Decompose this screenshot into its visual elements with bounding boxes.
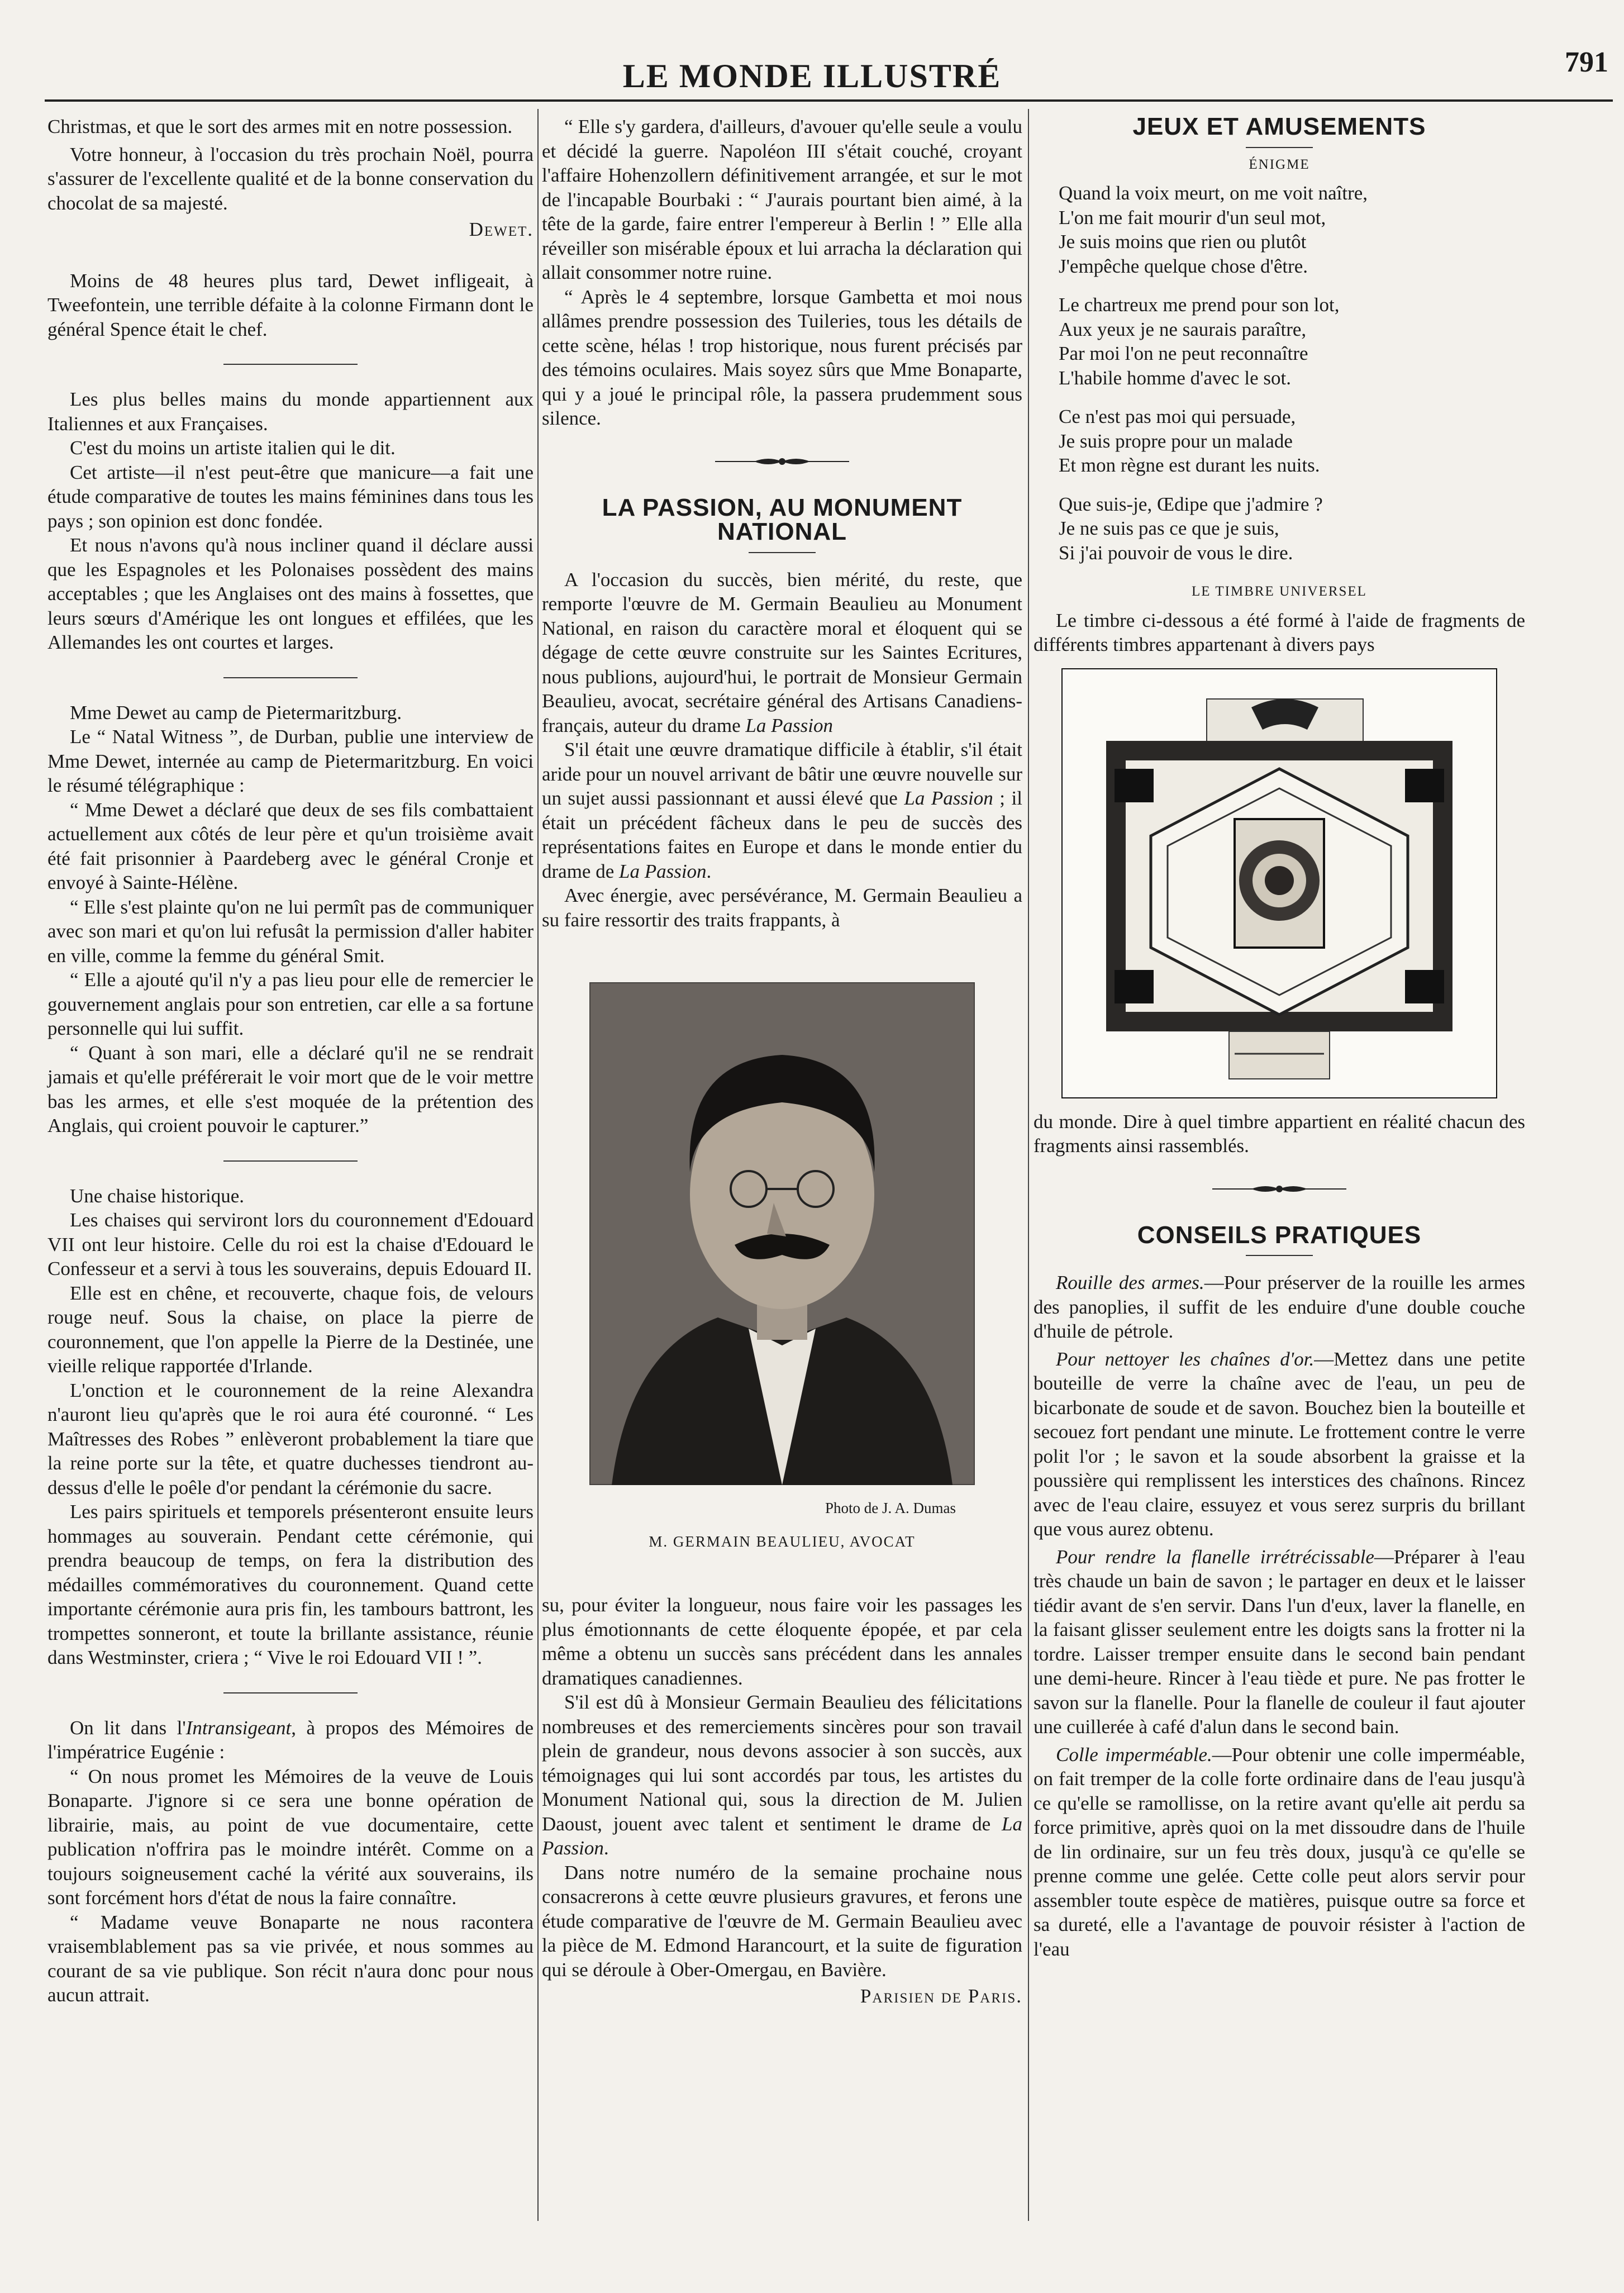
heading-rule [1246,1255,1313,1256]
signature: Dewet. [469,218,534,240]
paragraph [542,568,1022,738]
composite-stamp-image [1061,668,1497,1098]
paragraph: Avec énergie, avec persévérance, M. Germain Beaulieu a su faire ressortir des traits frappants, à [542,884,1022,931]
paragraph: Les chaises qui serviront lors du couronnement d'Edouard VII ont leur histoire. Celle du roi est la chaise d'Edouard le Confesseur et a servi à tous les souverains, depuis Edouard II. [47,1209,534,1279]
text: —Pour obtenir une colle imperméable, on fait tremper de la colle forte ordinaire dans de l'eau jusqu'à ce qu'elle se ramollisse, on la retire avant qu'elle ait perdu sa force primitive, après quoi on la met dissoudre dans de l'huile de lin ordinaire, sur un feu très doux, jusqu'à ce qu'elle se prenne comme une gelée. Cette colle peut alors servir pour assembler toute espèce de matières, puisque outre sa force et sa dureté, elle a l'avantage de pouvoir résister à l'action de l'eau [1034,1743,1525,1960]
text: S'il était une œuvre dramatique difficile à établir, s'il était aride pour un nouvel arrivant de bâtir une œuvre nouvelle sur un sujet aussi passionnant et aussi élevé que [542,739,1022,809]
newspaper-title: LE MONDE ILLUSTRÉ [622,58,1002,94]
column-3 [1034,115,1525,1961]
poem-line: Je suis propre pour un malade [1059,430,1293,452]
text: —Pour préserver de la rouille les armes des panoplies, il suffit de les enduire d'une double couche d'huile de pétrole. [1034,1272,1526,1342]
portrait-figure [589,982,975,1554]
poem-line: Aux yeux je ne saurais paraître, [1059,318,1307,340]
paragraph: Et nous n'avons qu'à nous incliner quand il déclare aussi que les Espagnoles et les Polonaises possèdent des mains acceptables ; que les Anglaises ont des mains à fossettes, que leurs sœurs d'Amérique les ont longues et effilées, que les Allemandes les ont courtes et larges. [47,534,534,653]
text: S'il est dû à Monsieur Germain Beaulieu des félicitations nombreuses et des remerciements sincères pour son travail plein de grandeur, nous devons associer à son succès, aux témoignages qui lui sont accordés par tous, les artistes du Monument National qui, sous la direction de M. Julien Daoust, jouent avec talent et sentiment le drame de [542,1691,1022,1835]
text: , à propos des Mémoires de l'impératrice Eugénie : [47,1716,534,1763]
paragraph: “ Quant à son mari, elle a déclaré qu'il ne se rendrait jamais et qu'elle préférerait le voir mort que de le voir mettre bas les armes, et elle s'est moquée de la prétention des Anglais, qui croient pouvoir le capturer.” [47,1041,534,1136]
poem-line: L'habile homme d'avec le sot. [1059,367,1291,389]
paragraph: “ Mme Dewet a déclaré que deux de ses fils combattaient actuellement aux côtés de leur père et qu'un troisième avait été fait prisonnier à Paardeberg avec le général Cronje et envoyé à Sainte-Hélène. [47,798,534,893]
enigme-poem [1059,181,1525,565]
page-number: 791 [1565,46,1608,78]
poem-line: Que suis-je, Œdipe que j'admire ? [1059,493,1323,515]
poem-stanza [1059,293,1525,390]
text: . [706,860,712,882]
paragraph: “ Elle s'est plainte qu'on ne lui permît pas de communiquer avec son mari et qu'on lui refusât la permission d'aller habiter en ville, comme la femme du général Smit. [47,896,534,967]
title-italic: La Passion [904,787,993,809]
text: A l'occasion du succès, bien mérité, du reste, que remporte l'œuvre de M. Germain Beaulieu au Monument National, en raison du caractère moral et éloquent qui se dégage de cette œuvre construite sur les Saintes Ecritures, nous publions, aujourd'hui, le portrait de Monsieur Germain Beaulieu, avocat, secrétaire général des Artisans Canadiens-français, auteur du drame [542,568,1022,736]
text: —Préparer à l'eau très chaude un bain de savon ; le partager en deux et le laisser tiédir avant de s'en servir. Dans l'un d'eux, laver la flanelle, en la faisant glisser seulement entre les doigts sans la frotter ni la tordre. Laisser tremper ensuite dans le second bain pendant une demi-heure. Rincer à l'eau tiède et pure. Ne pas frotter le savon sur la flanelle. Pour la flanelle de couleur il faut ajouter une cuillerée à café d'alun dans le second bain. [1034,1545,1526,1738]
title-italic: La Passion [542,1812,1022,1859]
paragraph [542,1690,1022,1861]
poem-line: Je ne suis pas ce que je suis, [1059,517,1279,539]
section-rule [223,364,358,365]
section-heading: JEUX ET AMUSEMENTS [1132,113,1426,140]
poem-line: Quand la voix meurt, on me voit naître, [1059,182,1368,204]
tip-title: Colle imperméable. [1056,1743,1212,1766]
enigme-label: ÉNIGME [1249,156,1310,172]
paragraph: Christmas, et que le sort des armes mit en notre possession. [47,116,513,137]
signature: Parisien de Paris. [860,1985,1022,2007]
poem-stanza [1059,492,1525,565]
poem-line: Ce n'est pas moi qui persuade, [1059,406,1296,427]
paragraph: Une chaise historique. [70,1184,244,1207]
tip-title: Pour nettoyer les chaînes d'or. [1056,1348,1315,1370]
paragraph: Les pairs spirituels et temporels présenteront ensuite leurs hommages au souverain. Pendant cette cérémonie, qui prendra beaucoup de temps, on fera la distribution des médailles commémoratives du couronnement. Quand cette importante cérémonie aura pris fin, les tambours battront, les trompettes sonneront, et toute la brillante assistance, réunie dans Westminster, criera ; “ Vive le roi Edouard VII ! ”. [47,1501,534,1668]
section-rule [223,1160,358,1162]
column-2 [542,115,1022,2009]
paragraph: Le timbre ci-dessous a été formé à l'aide de fragments de différents timbres appartenant à divers pays [1034,609,1525,655]
photo-credit: Photo de J. A. Dumas [825,1500,956,1516]
paragraph: du monde. Dire à quel timbre appartient en réalité chacun des fragments ainsi rassemblés. [1034,1110,1525,1157]
paragraph [542,738,1022,883]
paragraph: “ Elle a ajouté qu'il n'y a pas lieu pour elle de remercier le gouvernement anglais pour son entretien, car elle a sa fortune personnelle qui lui suffit. [47,969,534,1039]
title-italic: La Passion [745,714,833,736]
tip-title: Pour rendre la flanelle irrétrécissable [1056,1545,1374,1568]
paragraph: Dans notre numéro de la semaine prochaine nous consacrerons à cette œuvre plusieurs gravures, et ferons une étude comparative de l'œuvre de M. Germain Beaulieu avec la pièce de M. Edmond Harancourt, et la suite de figuration qui se déroule à Ober-Omergau, en Bavière. [542,1861,1022,1981]
column-divider [537,109,539,2221]
ornament-divider [715,453,849,470]
poem-line: Si j'ai pouvoir de vous le dire. [1059,541,1293,564]
tip-title: Rouille des armes. [1056,1272,1204,1293]
masthead [0,0,1624,101]
photo-caption: M. GERMAIN BEAULIEU, AVOCAT [649,1533,916,1550]
text: On lit dans l' [70,1716,186,1739]
heading-rule [749,552,816,553]
paragraph: “ Madame veuve Bonaparte ne nous racontera vraisemblablement pas sa vie privée, et nous sommes au courant de sa vie publique. Son récit n'aura donc pour nous aucun attrait. [47,1911,534,2006]
text: . [603,1837,609,1859]
paragraph [1034,1271,1525,1344]
column-divider [1028,109,1029,2221]
paragraph [1034,1545,1525,1739]
paragraph: su, pour éviter la longueur, nous faire voir les passages les plus émotionnants de cette éloquente épopée, et par cela même a obtenu un succès sans précédent dans les annales dramatiques canadiennes. [542,1594,1022,1689]
paragraph: C'est du moins un artiste italien qui le dit. [70,437,396,459]
paragraph: Les plus belles mains du monde appartiennent aux Italiennes et aux Françaises. [47,388,534,435]
paragraph: L'onction et le couronnement de la reine Alexandra n'auront lieu qu'après que le roi aura été couronné. “ Les Maîtresses des Robes ” enlèveront probablement la tiare que la reine porte sur la tête, et quatre duchesses tiendront au-dessus d'elle le poêle d'or pendant la cérémonie du sacre. [47,1379,534,1498]
paragraph: Le “ Natal Witness ”, de Durban, publie une interview de Mme Dewet, internée au camp de Pietermaritzburg. En voici le résumé télégraphique : [47,726,534,796]
text: ; il était un précédent fâcheux dans le peu de succès des représentations faites en Europe et dans le monde entier du drame de [542,787,1022,882]
poem-stanza [1059,405,1525,478]
heading-rule [1246,147,1313,148]
poem-line: L'on me fait mourir d'un seul mot, [1059,206,1326,229]
poem-line: Je suis moins que rien ou plutôt [1059,231,1307,253]
paragraph: Elle est en chêne, et recouverte, chaque fois, de velours rouge neuf. Sous la chaise, on place la pierre de couronnement, que l'on appelle la Pierre de la Destinée, une vieille relique rapportée d'Irlande. [47,1282,534,1377]
section-rule [223,1692,358,1693]
paragraph: “ Elle s'y gardera, d'ailleurs, d'avouer qu'elle seule a voulu et décidé la guerre. Napoléon III s'était couché, croyant l'affaire Hohenzollern définitivement arrangée, et sur le mot de l'incapable Bourbaki : “ J'aurais pourtant bien aimé, à la tête de la garde, faire entrer l'empereur à Berlin ! ” Elle alla réveiller son misérable époux et lui arracha la déclaration qui allait consommer notre ruine. [542,116,1022,283]
poem-line: Le chartreux me prend pour son lot, [1059,294,1340,316]
portrait-photo [589,982,975,1485]
ornament-divider [1212,1181,1346,1197]
masthead-rule [45,99,1613,102]
timbre-label: LE TIMBRE UNIVERSEL [1192,584,1367,599]
paragraph: Moins de 48 heures plus tard, Dewet infligeait, à Tweefontein, une terrible défaite à la colonne Firmann dont le général Spence était le chef. [47,269,534,340]
poem-stanza [1059,181,1525,278]
paragraph: Mme Dewet au camp de Pietermaritzburg. [70,701,402,724]
title-italic: La Passion [618,860,707,882]
paragraph [1034,1743,1525,1962]
paragraph: Votre honneur, à l'occasion du très prochain Noël, pourra s'assurer de l'excellente qualité et de la bonne conservation du chocolat de sa majesté. [47,143,534,214]
text: —Mettez dans une petite bouteille de verre la chaîne avec de l'eau, un peu de bicarbonate de soude et de savon. Bouchez bien la bouteille et secouez fort pendant une minute. Le frottement contre le verre polit l'or ; le savon et la soude absorbent la graisse et la poussière qui remplissent les interstices des chaînons. Rincez avec de l'eau claire, essuyez et vous serez surpris du brillant que vous aurez obtenu. [1034,1348,1525,1540]
publication-name: Intransigeant [185,1716,292,1739]
paragraph [47,1716,534,1764]
poem-line: Par moi l'on ne peut reconnaître [1059,342,1308,364]
article-heading: LA PASSION, AU MONUMENT NATIONAL [602,493,963,545]
section-rule [223,677,358,678]
poem-line: J'empêche quelque chose d'être. [1059,255,1308,277]
section-heading: CONSEILS PRATIQUES [1137,1221,1422,1249]
paragraph: “ Après le 4 septembre, lorsque Gambetta et moi nous allâmes prendre possession des Tuileries, tous les détails de cette scène, hélas ! trop historique, nous furent précisés par des témoins oculaires. Mais soyez sûrs que Mme Bonaparte, qui y a joué le principal rôle, la passera prudemment sous silence. [542,286,1022,429]
paragraph: “ On nous promet les Mémoires de la veuve de Louis Bonaparte. J'ignore si ce sera une bonne opération de librairie, mais, au point de vue documentaire, cette publication n'offrira pas le moindre intérêt. Comme on a toujours soigneusement caché la vérité aux souverains, ils sont forcément hors d'état de nous la faire connaître. [47,1765,534,1909]
paragraph: Cet artiste—il n'est peut-être que manicure—a fait une étude comparative de toutes les mains féminines dans tous les pays ; son opinion est donc fondée. [47,461,534,532]
column-1 [47,115,534,2007]
paragraph [1034,1347,1525,1542]
poem-line: Et mon règne est durant les nuits. [1059,454,1320,476]
